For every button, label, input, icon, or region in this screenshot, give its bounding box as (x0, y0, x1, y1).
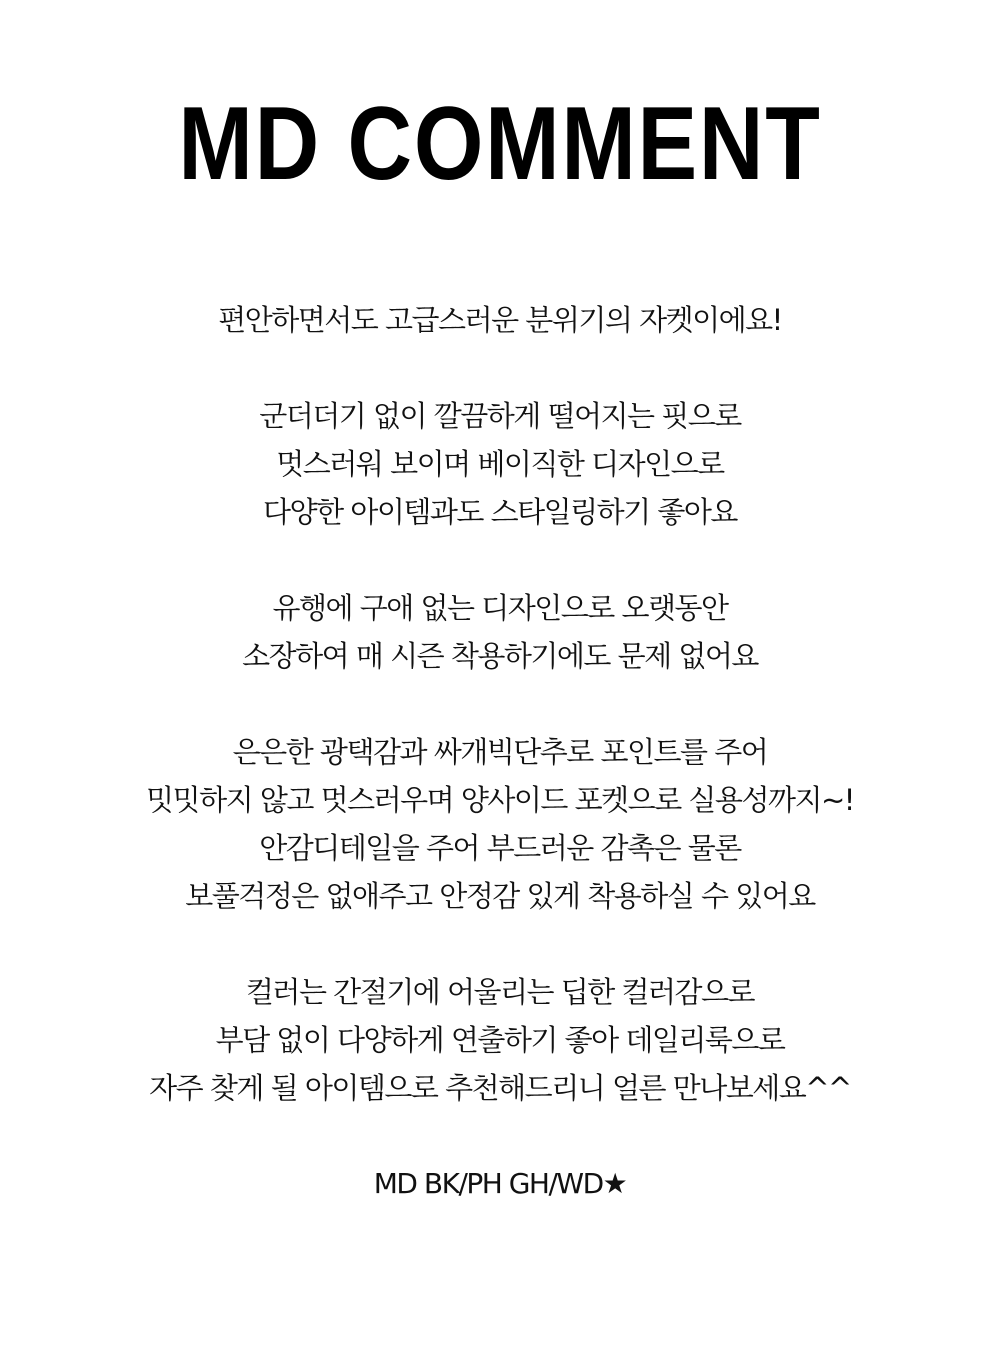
paragraph-intro (0, 296, 1000, 344)
paragraph-color (0, 968, 1000, 1112)
comment-line: 유행에 구애 없는 디자인으로 오랫동안 (272, 591, 728, 625)
comment-line: 보풀걱정은 없애주고 안정감 있게 착용하실 수 있어요 (185, 879, 815, 913)
comment-line: 안감디테일을 주어 부드러운 감촉은 물론 (259, 831, 741, 865)
comment-line: 다양한 아이템과도 스타일링하기 좋아요 (263, 495, 737, 529)
md-comment-title: MD COMMENT (178, 86, 822, 202)
comment-body (0, 296, 1000, 1112)
comment-line: 밋밋하지 않고 멋스러우며 양사이드 포켓으로 실용성까지~! (146, 783, 854, 817)
comment-line: 컬러는 간절기에 어울리는 딥한 컬러감으로 (245, 975, 755, 1009)
comment-line: 멋스러워 보이며 베이직한 디자인으로 (276, 447, 724, 481)
paragraph-timeless (0, 584, 1000, 680)
comment-line: 부담 없이 다양하게 연출하기 좋아 데일리룩으로 (215, 1023, 785, 1057)
paragraph-details (0, 728, 1000, 920)
comment-line: 은은한 광택감과 싸개빅단추로 포인트를 주어 (232, 735, 768, 769)
comment-line: 군더더기 없이 깔끔하게 떨어지는 핏으로 (259, 399, 741, 433)
md-signature: MD BK/PH GH/WD★ (373, 1167, 627, 1200)
comment-line: 소장하여 매 시즌 착용하기에도 문제 없어요 (242, 639, 758, 673)
comment-line: 편안하면서도 고급스러운 분위기의 자켓이에요! (218, 303, 782, 337)
paragraph-fit (0, 392, 1000, 536)
comment-line: 자주 찾게 될 아이템으로 추천해드리니 얼른 만나보세요^^ (149, 1071, 851, 1105)
